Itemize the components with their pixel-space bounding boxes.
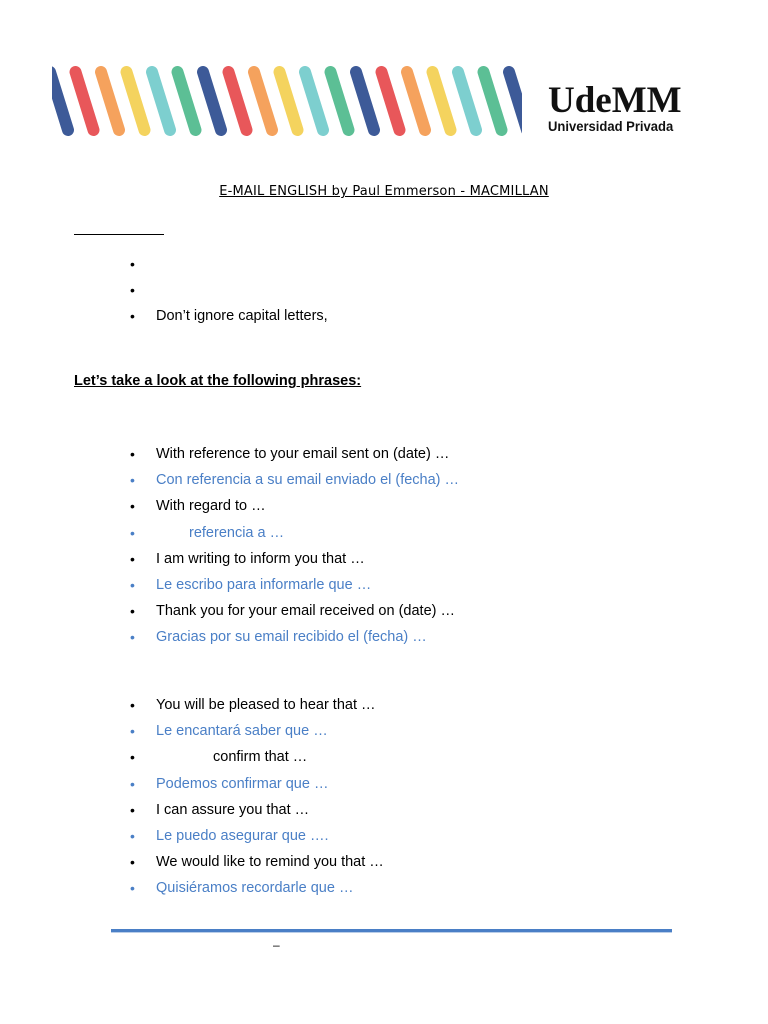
banner-stripe (458, 72, 476, 130)
phrase-item-en: • I can assure you that … (130, 797, 384, 823)
banner-stripe (52, 72, 68, 130)
phrase-item-es: • Podemos confirmar que … (130, 771, 384, 797)
tip-item (130, 277, 328, 303)
logo-main-text: UdeMM (548, 80, 682, 121)
phrase-item-es (130, 520, 459, 546)
phrase-item-es: • Le escribo para informarle que … (130, 572, 459, 598)
tip-item (130, 251, 328, 277)
header-stripes-banner (52, 66, 522, 140)
phrase-item-es: • Le encantará saber que … (130, 718, 384, 744)
banner-stripe (382, 72, 400, 130)
banner-stripe (152, 72, 170, 130)
phrases-list-2 (130, 692, 384, 902)
banner-stripe (407, 72, 425, 130)
banner-stripe (101, 72, 119, 130)
banner-stripe (305, 72, 323, 130)
banner-stripe (433, 72, 451, 130)
banner-stripe (254, 72, 272, 130)
phrase-text: confirm that … (213, 749, 308, 766)
phrase-item-en: • With reference to your email sent on (date) … (130, 441, 459, 467)
blank-underline (74, 234, 164, 235)
banner-stripe (509, 72, 522, 130)
phrase-item-en: • We would like to remind you that … (130, 849, 384, 875)
banner-stripe (484, 72, 502, 130)
footer-mark: – (273, 938, 280, 952)
phrases-list-1 (130, 441, 459, 651)
phrase-item-es: • Con referencia a su email enviado el (fecha) … (130, 467, 459, 493)
banner-stripe (127, 72, 145, 130)
banner-stripe (331, 72, 349, 130)
phrase-item-en: • I am writing to inform you that … (130, 546, 459, 572)
banner-stripe (178, 72, 196, 130)
section-heading: Let’s take a look at the following phrases: (74, 373, 362, 389)
banner-stripe (203, 72, 221, 130)
banner-stripe (280, 72, 298, 130)
phrase-item-en: • With regard to … (130, 493, 459, 519)
udemm-logo (548, 80, 688, 134)
tips-list (130, 251, 328, 330)
banner-stripe (76, 72, 94, 130)
banner-stripe (229, 72, 247, 130)
phrase-item-en: • Thank you for your email received on (date) … (130, 598, 459, 624)
phrase-item-es: • Gracias por su email recibido el (fecha) … (130, 624, 459, 650)
phrase-item-en: • You will be pleased to hear that … (130, 692, 384, 718)
phrase-item-es: • Quisiéramos recordarle que … (130, 875, 384, 901)
footer-rule-shadow (111, 932, 672, 933)
logo-sub-text: Universidad Privada (548, 118, 674, 134)
tip-item: • Don’t ignore capital letters, (130, 303, 328, 329)
phrase-item-en (130, 744, 384, 770)
document-title: E-MAIL ENGLISH by Paul Emmerson - MACMILLAN (219, 184, 549, 199)
banner-stripe (356, 72, 374, 130)
phrase-text: referencia a … (189, 524, 285, 541)
phrase-item-es: • Le puedo asegurar que …. (130, 823, 384, 849)
